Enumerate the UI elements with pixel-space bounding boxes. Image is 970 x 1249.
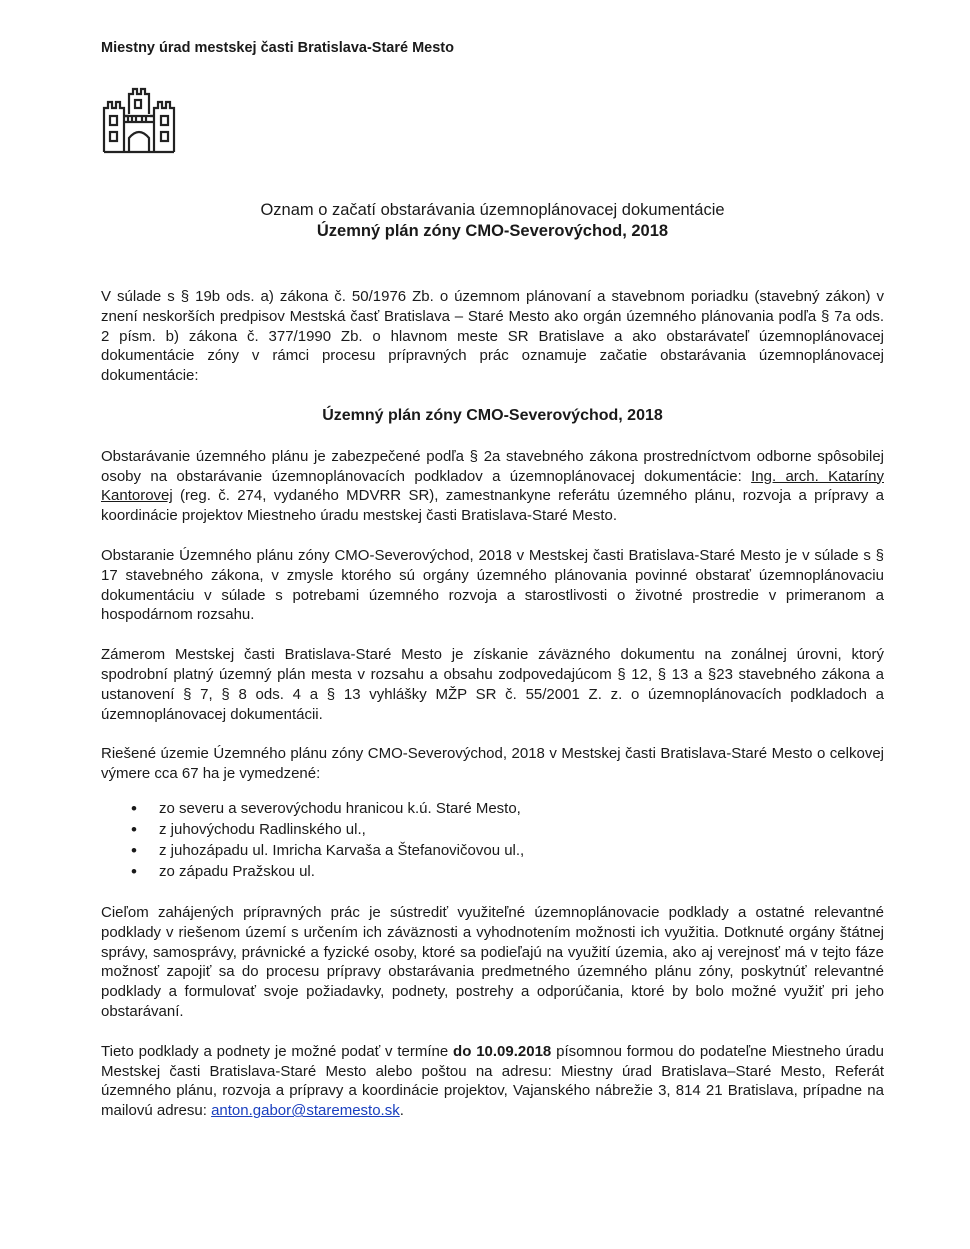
paragraph-goal: Cieľom zahájených prípravných prác je sústrediť využiteľné územnoplánovacie podklady a ostatné relevantné podklady v riešenom území s určením ich záväznosti a vyhodnotením možnosti ich využitia. Dotknuté orgány štátnej správy, samosprávy, právnické a fyzické osoby, ktoré sa podieľajú na využití územia, ako aj verejnosť má v tejto fáze možnosť zapojiť sa do procesu prípravy obstarávania predmetného územného plánu zóny, poskytnúť relevantné podklady a formulovať svoje požiadavky, podnety, postrehy a odporúčania, ktoré by bolo možné využiť pri jeho obstarávaní. [101, 903, 884, 1020]
office-name: Miestny úrad mestskej časti Bratislava-Staré Mesto [101, 40, 454, 56]
list-item: • z juhovýchodu Radlinského ul., [159, 819, 884, 840]
paragraph-procurement [101, 447, 884, 526]
paragraph-area: Riešené územie Územného plánu zóny CMO-Severovýchod, 2018 v Mestskej časti Bratislava-Staré Mesto o celkovej výmere cca 67 ha je vymedzené: [101, 745, 884, 783]
list-item: • zo západu Pražskou ul. [159, 861, 884, 882]
plan-title: Územný plán zóny CMO-Severovýchod, 2018 [322, 406, 663, 424]
p6-text-end: . [399, 1102, 404, 1120]
deadline: do 10.09.2018 [453, 1042, 552, 1060]
castle-icon [101, 86, 177, 156]
responsible-person: Ing. arch. Kataríny Kantorovej [101, 467, 884, 505]
paragraph-legal-basis: Obstaranie Územného plánu zóny CMO-Severovýchod, 2018 v Mestskej časti Bratislava-Staré Mesto je v súlade s § 17 stavebného zákona, v zmysle ktorého sú orgány územného plánovania povinné obstarať územnoplánovaciu dokumentáciu v súlade s potrebami územného rozvoja a starostlivosti o životné prostredie v primeranom a hospodárnom rozsahu. [101, 546, 884, 624]
intro-paragraph: V súlade s § 19b ods. a) zákona č. 50/1976 Zb. o územnom plánovaní a stavebnom poriadku (stavebný zákon) v znení neskorších predpisov Mestská časť Bratislava – Staré Mesto ako orgán územného plánovania podľa § 7a ods. 2 písm. b) zákona č. 377/1990 Zb. o hlavnom meste SR Bratislave a ako obstarávateľ územnoplánovacej dokumentácie zóny v rámci procesu prípravných prác oznamuje začatie obstarávania územnoplánovacej dokumentácie: [101, 288, 884, 385]
title-line-1: Oznam o začatí obstarávania územnoplánovacej dokumentácie [260, 201, 725, 219]
boundary-list [101, 798, 884, 882]
notice-title [101, 200, 884, 242]
email-link[interactable]: anton.gabor@staremesto.sk [211, 1102, 400, 1120]
paragraph-intent: Zámerom Mestskej časti Bratislava-Staré Mesto je získanie záväzného dokumentu na zonálnej úrovni, ktorý spodrobní platný územný plán mesta v rozsahu a obsahu zodpovedajúcom § 12, § 13 a §23 stavebného zákona a ustanovení § 7, § 8 ods. 4 a § 13 vyhlášky MŽP SR č. 55/2001 Z. z. o územnoplánovacích podkladoch a územnoplánovacej dokumentácii. [101, 646, 884, 723]
p6-text-after: písomnou formou do podateľne Miestneho úradu Mestskej časti Bratislava-Staré Mesto alebo poštou na adresu: Miestny úrad Bratislava–Staré Mesto, Referát územného plánu, rozvoja a prípravy a koordinácie projektov, Vajanského nábrežie 3, 814 21 Bratislava, prípadne na mailovú adresu: [101, 1042, 884, 1120]
paragraph-submission [101, 1042, 884, 1121]
p1-text-before: Obstarávanie územného plánu je zabezpečené podľa § 2a stavebného zákona prostredníctvom odborne spôsobilej osoby na obstarávanie územnoplánovacích podkladov a územnoplánovacej dokumentácie: [101, 447, 884, 485]
p6-text-before: Tieto podklady a podnety je možné podať v termíne [101, 1042, 454, 1060]
document-body [101, 287, 884, 1141]
title-line-2: Územný plán zóny CMO-Severovýchod, 2018 [316, 222, 669, 240]
list-item: • z juhozápadu ul. Imricha Karvaša a Štefanovičovou ul., [159, 840, 884, 861]
p1-text-after: (reg. č. 274, vydaného MDVRR SR), zamestnankyne referátu územného plánu, rozvoja a prípravy a koordinácie projektov Miestneho úradu mestskej časti Bratislava-Staré Mesto. [101, 487, 884, 525]
list-item: • zo severu a severovýchodu hranicou k.ú. Staré Mesto, [159, 798, 884, 819]
